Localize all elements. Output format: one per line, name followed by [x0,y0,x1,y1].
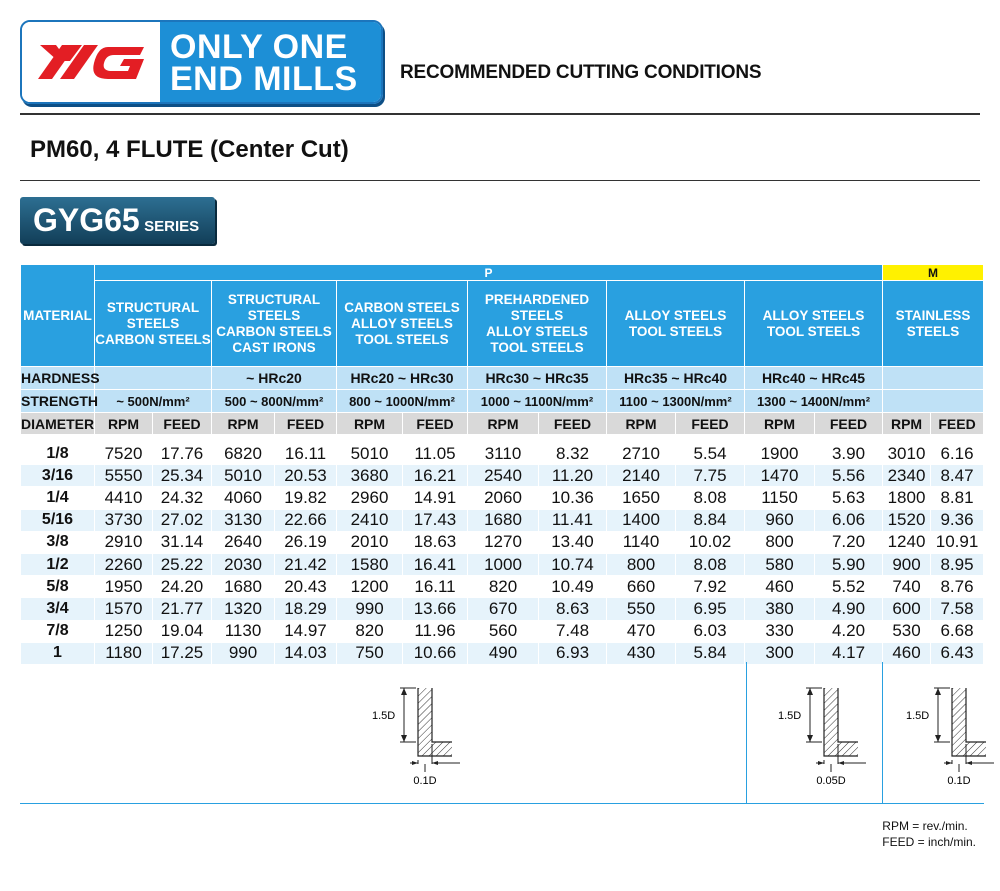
banner-line2: END MILLS [170,60,358,98]
rpm-cell: 1200 [337,576,403,598]
feed-cell: 7.92 [676,576,745,598]
strength-value: 500 ~ 800N/mm² [212,390,337,413]
width-label: 0.05D [816,775,846,787]
rpm-cell: 1580 [337,553,403,575]
feed-cell: 21.77 [153,598,212,620]
hardness-value: HRc40 ~ HRc45 [745,367,883,390]
feed-cell: 7.48 [539,620,607,642]
hardness-value: HRc20 ~ HRc30 [337,367,468,390]
feed-cell: 14.97 [275,620,337,642]
feed-cell: 24.20 [153,576,212,598]
group-p-header: P [95,265,883,281]
feed-cell: 7.20 [815,531,883,553]
feed-cell: 5.56 [815,465,883,487]
feed-cell: 27.02 [153,509,212,531]
rpm-cell: 2060 [468,487,539,509]
slot-depth-diagram [756,672,876,802]
feed-cell: 7.75 [676,465,745,487]
diameter-cell: 3/8 [21,531,95,553]
rpm-cell: 750 [337,642,403,664]
rpm-cell: 490 [468,642,539,664]
rpm-cell: 1140 [607,531,676,553]
slot-depth-diagram [350,672,470,802]
material-name-6 [745,281,883,367]
feed-cell: 18.29 [275,598,337,620]
feed-cell: 10.91 [931,531,984,553]
rpm-cell: 3110 [468,443,539,465]
rpm-cell: 1240 [883,531,931,553]
rpm-column-header: RPM [337,413,403,435]
feed-cell: 5.54 [676,443,745,465]
rpm-cell: 3010 [883,443,931,465]
page-header-title: RECOMMENDED CUTTING CONDITIONS [400,62,762,83]
rpm-cell: 1520 [883,509,931,531]
banner-text [160,22,381,102]
slot-depth-diagram [884,672,1000,802]
rpm-cell: 470 [607,620,676,642]
diameter-cell: 1/8 [21,443,95,465]
rpm-column-header: RPM [883,413,931,435]
hardness-value: HRc30 ~ HRc35 [468,367,607,390]
feed-cell: 21.42 [275,553,337,575]
strength-value [883,390,984,413]
rpm-cell: 7520 [95,443,153,465]
rpm-column-header: RPM [95,413,153,435]
material-name-4 [468,281,607,367]
table-row [21,509,984,531]
rpm-cell: 2140 [607,465,676,487]
feed-cell: 17.25 [153,642,212,664]
strength-label: STRENGTH [21,390,95,413]
data-body [21,443,984,665]
feed-cell: 6.06 [815,509,883,531]
rpm-cell: 460 [883,642,931,664]
feed-cell: 11.05 [403,443,468,465]
rpm-cell: 560 [468,620,539,642]
feed-cell: 8.84 [676,509,745,531]
rpm-cell: 1270 [468,531,539,553]
rpm-cell: 1950 [95,576,153,598]
rpm-cell: 5550 [95,465,153,487]
rpm-cell: 380 [745,598,815,620]
feed-column-header: FEED [539,413,607,435]
feed-column-header: FEED [403,413,468,435]
rpm-cell: 1650 [607,487,676,509]
feed-cell: 3.90 [815,443,883,465]
rpm-cell: 660 [607,576,676,598]
rpm-cell: 900 [883,553,931,575]
feed-cell: 6.16 [931,443,984,465]
feed-cell: 5.90 [815,553,883,575]
rpm-cell: 300 [745,642,815,664]
subtitle-divider [20,180,980,181]
rpm-cell: 3730 [95,509,153,531]
material-name-line: STRUCTURAL [106,299,200,315]
feed-column-header: FEED [275,413,337,435]
feed-cell: 11.20 [539,465,607,487]
rpm-cell: 820 [468,576,539,598]
diameter-cell: 5/8 [21,576,95,598]
material-name-1 [95,281,212,367]
hardness-value: HRc35 ~ HRc40 [607,367,745,390]
feed-cell: 8.95 [931,553,984,575]
feed-cell: 16.11 [403,576,468,598]
feed-cell: 5.84 [676,642,745,664]
rpm-cell: 2010 [337,531,403,553]
feed-cell: 4.90 [815,598,883,620]
hardness-value [883,367,984,390]
feed-cell: 10.66 [403,642,468,664]
feed-cell: 10.74 [539,553,607,575]
table-row [21,598,984,620]
feed-note: FEED = inch/min. [882,835,976,849]
table-row [21,620,984,642]
feed-cell: 11.96 [403,620,468,642]
feed-cell: 16.11 [275,443,337,465]
feed-cell: 8.81 [931,487,984,509]
width-label: 0.1D [947,775,971,787]
rpm-cell: 2340 [883,465,931,487]
table-row [21,465,984,487]
rpm-cell: 1130 [212,620,275,642]
rpm-cell: 5010 [337,443,403,465]
diameter-cell: 7/8 [21,620,95,642]
rpm-cell: 2260 [95,553,153,575]
feed-cell: 10.49 [539,576,607,598]
feed-cell: 8.47 [931,465,984,487]
brand-banner [20,20,383,104]
rpm-cell: 960 [745,509,815,531]
material-name-line: ALLOY STEELS [486,323,588,339]
hardness-value: ~ HRc20 [212,367,337,390]
rpm-cell: 430 [607,642,676,664]
diameter-cell: 3/4 [21,598,95,620]
depth-label: 1.5D [778,710,802,722]
rpm-cell: 460 [745,576,815,598]
rpm-cell: 2410 [337,509,403,531]
series-label: SERIES [144,218,200,235]
feed-cell: 20.53 [275,465,337,487]
unit-notes [882,818,976,850]
rpm-cell: 1680 [212,576,275,598]
width-label: 0.1D [413,775,437,787]
material-name-line: STRUCTURAL [227,291,321,307]
diameter-cell: 1 [21,642,95,664]
depth-label: 1.5D [906,710,930,722]
material-name-line: CARBON STEELS [344,299,460,315]
rpm-note: RPM = rev./min. [882,819,968,833]
rpm-column-header: RPM [607,413,676,435]
feed-cell: 4.20 [815,620,883,642]
material-name-line: STEELS [906,323,960,339]
feed-cell: 18.63 [403,531,468,553]
feed-cell: 19.04 [153,620,212,642]
rpm-cell: 990 [212,642,275,664]
rpm-column-header: RPM [212,413,275,435]
strength-value: 1300 ~ 1400N/mm² [745,390,883,413]
rpm-cell: 1800 [883,487,931,509]
strength-value: 1000 ~ 1100N/mm² [468,390,607,413]
material-name-line: ALLOY STEELS [624,307,727,323]
rpm-cell: 1250 [95,620,153,642]
rpm-cell: 580 [745,553,815,575]
diagram-divider [882,662,883,803]
rpm-cell: 1900 [745,443,815,465]
material-name-line: TOOL STEELS [490,339,584,355]
feed-cell: 24.32 [153,487,212,509]
rpm-cell: 4060 [212,487,275,509]
material-name-line: ALLOY STEELS [351,315,453,331]
rpm-cell: 2710 [607,443,676,465]
feed-cell: 5.52 [815,576,883,598]
rpm-cell: 2030 [212,553,275,575]
table-row [21,553,984,575]
strength-row [21,390,984,413]
rpm-cell: 800 [607,553,676,575]
diameter-cell: 1/2 [21,553,95,575]
feed-cell: 25.34 [153,465,212,487]
table-row [21,487,984,509]
feed-cell: 5.63 [815,487,883,509]
hardness-row [21,367,984,390]
rpm-cell: 3130 [212,509,275,531]
rpm-cell: 1000 [468,553,539,575]
feed-cell: 22.66 [275,509,337,531]
feed-column-header: FEED [815,413,883,435]
feed-cell: 16.41 [403,553,468,575]
header-divider [20,113,980,115]
diameter-cell: 1/4 [21,487,95,509]
series-badge [20,197,215,244]
feed-cell: 31.14 [153,531,212,553]
depth-label: 1.5D [372,710,396,722]
feed-cell: 8.08 [676,487,745,509]
material-name-7 [883,281,984,367]
rpm-cell: 1570 [95,598,153,620]
rpm-cell: 2640 [212,531,275,553]
rpm-cell: 600 [883,598,931,620]
rpm-cell: 330 [745,620,815,642]
feed-cell: 11.41 [539,509,607,531]
diameter-cell: 3/16 [21,465,95,487]
diameter-label: DIAMETER [21,413,95,435]
feed-cell: 10.36 [539,487,607,509]
feed-cell: 13.66 [403,598,468,620]
feed-cell: 8.63 [539,598,607,620]
feed-cell: 14.03 [275,642,337,664]
feed-cell: 13.40 [539,531,607,553]
banner-line1: ONLY ONE [170,28,348,66]
product-subtitle: PM60, 4 FLUTE (Center Cut) [30,136,349,163]
rpm-cell: 1470 [745,465,815,487]
feed-cell: 10.02 [676,531,745,553]
group-m-header: M [883,265,984,281]
material-name-line: PREHARDENED [484,291,590,307]
rpm-cell: 2960 [337,487,403,509]
material-name-2 [212,281,337,367]
rpm-cell: 2540 [468,465,539,487]
material-name-line: CARBON STEELS [216,323,332,339]
diameter-cell: 5/16 [21,509,95,531]
feed-column-header: FEED [931,413,984,435]
rpm-cell: 800 [745,531,815,553]
feed-cell: 17.43 [403,509,468,531]
rpm-cell: 2910 [95,531,153,553]
feed-cell: 6.43 [931,642,984,664]
table-row [21,443,984,465]
material-name-line: TOOL STEELS [355,331,449,347]
material-names-row [21,281,984,367]
feed-column-header: FEED [153,413,212,435]
material-name-line: TOOL STEELS [628,323,723,339]
hardness-label: HARDNESS [21,367,95,390]
rpm-cell: 1400 [607,509,676,531]
rpm-cell: 550 [607,598,676,620]
feed-cell: 8.76 [931,576,984,598]
rpm-cell: 670 [468,598,539,620]
strength-value: ~ 500N/mm² [95,390,212,413]
feed-cell: 6.03 [676,620,745,642]
material-name-line: STAINLESS [895,307,971,323]
material-name-line: CAST IRONS [232,339,316,355]
slotting-diagrams-area [20,662,984,804]
feed-cell: 16.21 [403,465,468,487]
rpm-cell: 530 [883,620,931,642]
rpm-column-header: RPM [745,413,815,435]
feed-cell: 8.32 [539,443,607,465]
diagram-divider [746,662,747,803]
series-name: GYG65 [33,202,140,238]
material-name-line: CARBON STEELS [95,331,211,347]
feed-cell: 6.93 [539,642,607,664]
feed-cell: 26.19 [275,531,337,553]
feed-cell: 25.22 [153,553,212,575]
material-name-line: STEELS [510,307,564,323]
material-header: MATERIAL [21,265,95,367]
rpm-cell: 990 [337,598,403,620]
rpm-cell: 1150 [745,487,815,509]
feed-cell: 8.08 [676,553,745,575]
rpm-cell: 1320 [212,598,275,620]
yg-logo-icon [32,39,150,85]
feed-cell: 17.76 [153,443,212,465]
rpm-cell: 3680 [337,465,403,487]
rpm-cell: 740 [883,576,931,598]
feed-cell: 6.95 [676,598,745,620]
material-name-line: ALLOY STEELS [762,307,865,323]
table-row [21,576,984,598]
feed-cell: 9.36 [931,509,984,531]
feed-cell: 19.82 [275,487,337,509]
feed-cell: 4.17 [815,642,883,664]
rpm-cell: 820 [337,620,403,642]
material-name-line: STEELS [126,315,180,331]
strength-value: 800 ~ 1000N/mm² [337,390,468,413]
feed-cell: 7.58 [931,598,984,620]
rpm-cell: 1180 [95,642,153,664]
feed-cell: 20.43 [275,576,337,598]
hardness-value [95,367,212,390]
rpm-cell: 5010 [212,465,275,487]
feed-cell: 14.91 [403,487,468,509]
rpm-cell: 1680 [468,509,539,531]
feed-column-header: FEED [676,413,745,435]
material-name-5 [607,281,745,367]
material-name-line: TOOL STEELS [766,323,861,339]
rpm-cell: 4410 [95,487,153,509]
table-row [21,531,984,553]
strength-value: 1100 ~ 1300N/mm² [607,390,745,413]
material-name-3 [337,281,468,367]
cutting-conditions-table [20,264,984,665]
yg-logo [22,22,160,102]
material-name-line: STEELS [247,307,301,323]
column-units-row [21,413,984,435]
feed-cell: 6.68 [931,620,984,642]
rpm-cell: 6820 [212,443,275,465]
rpm-column-header: RPM [468,413,539,435]
